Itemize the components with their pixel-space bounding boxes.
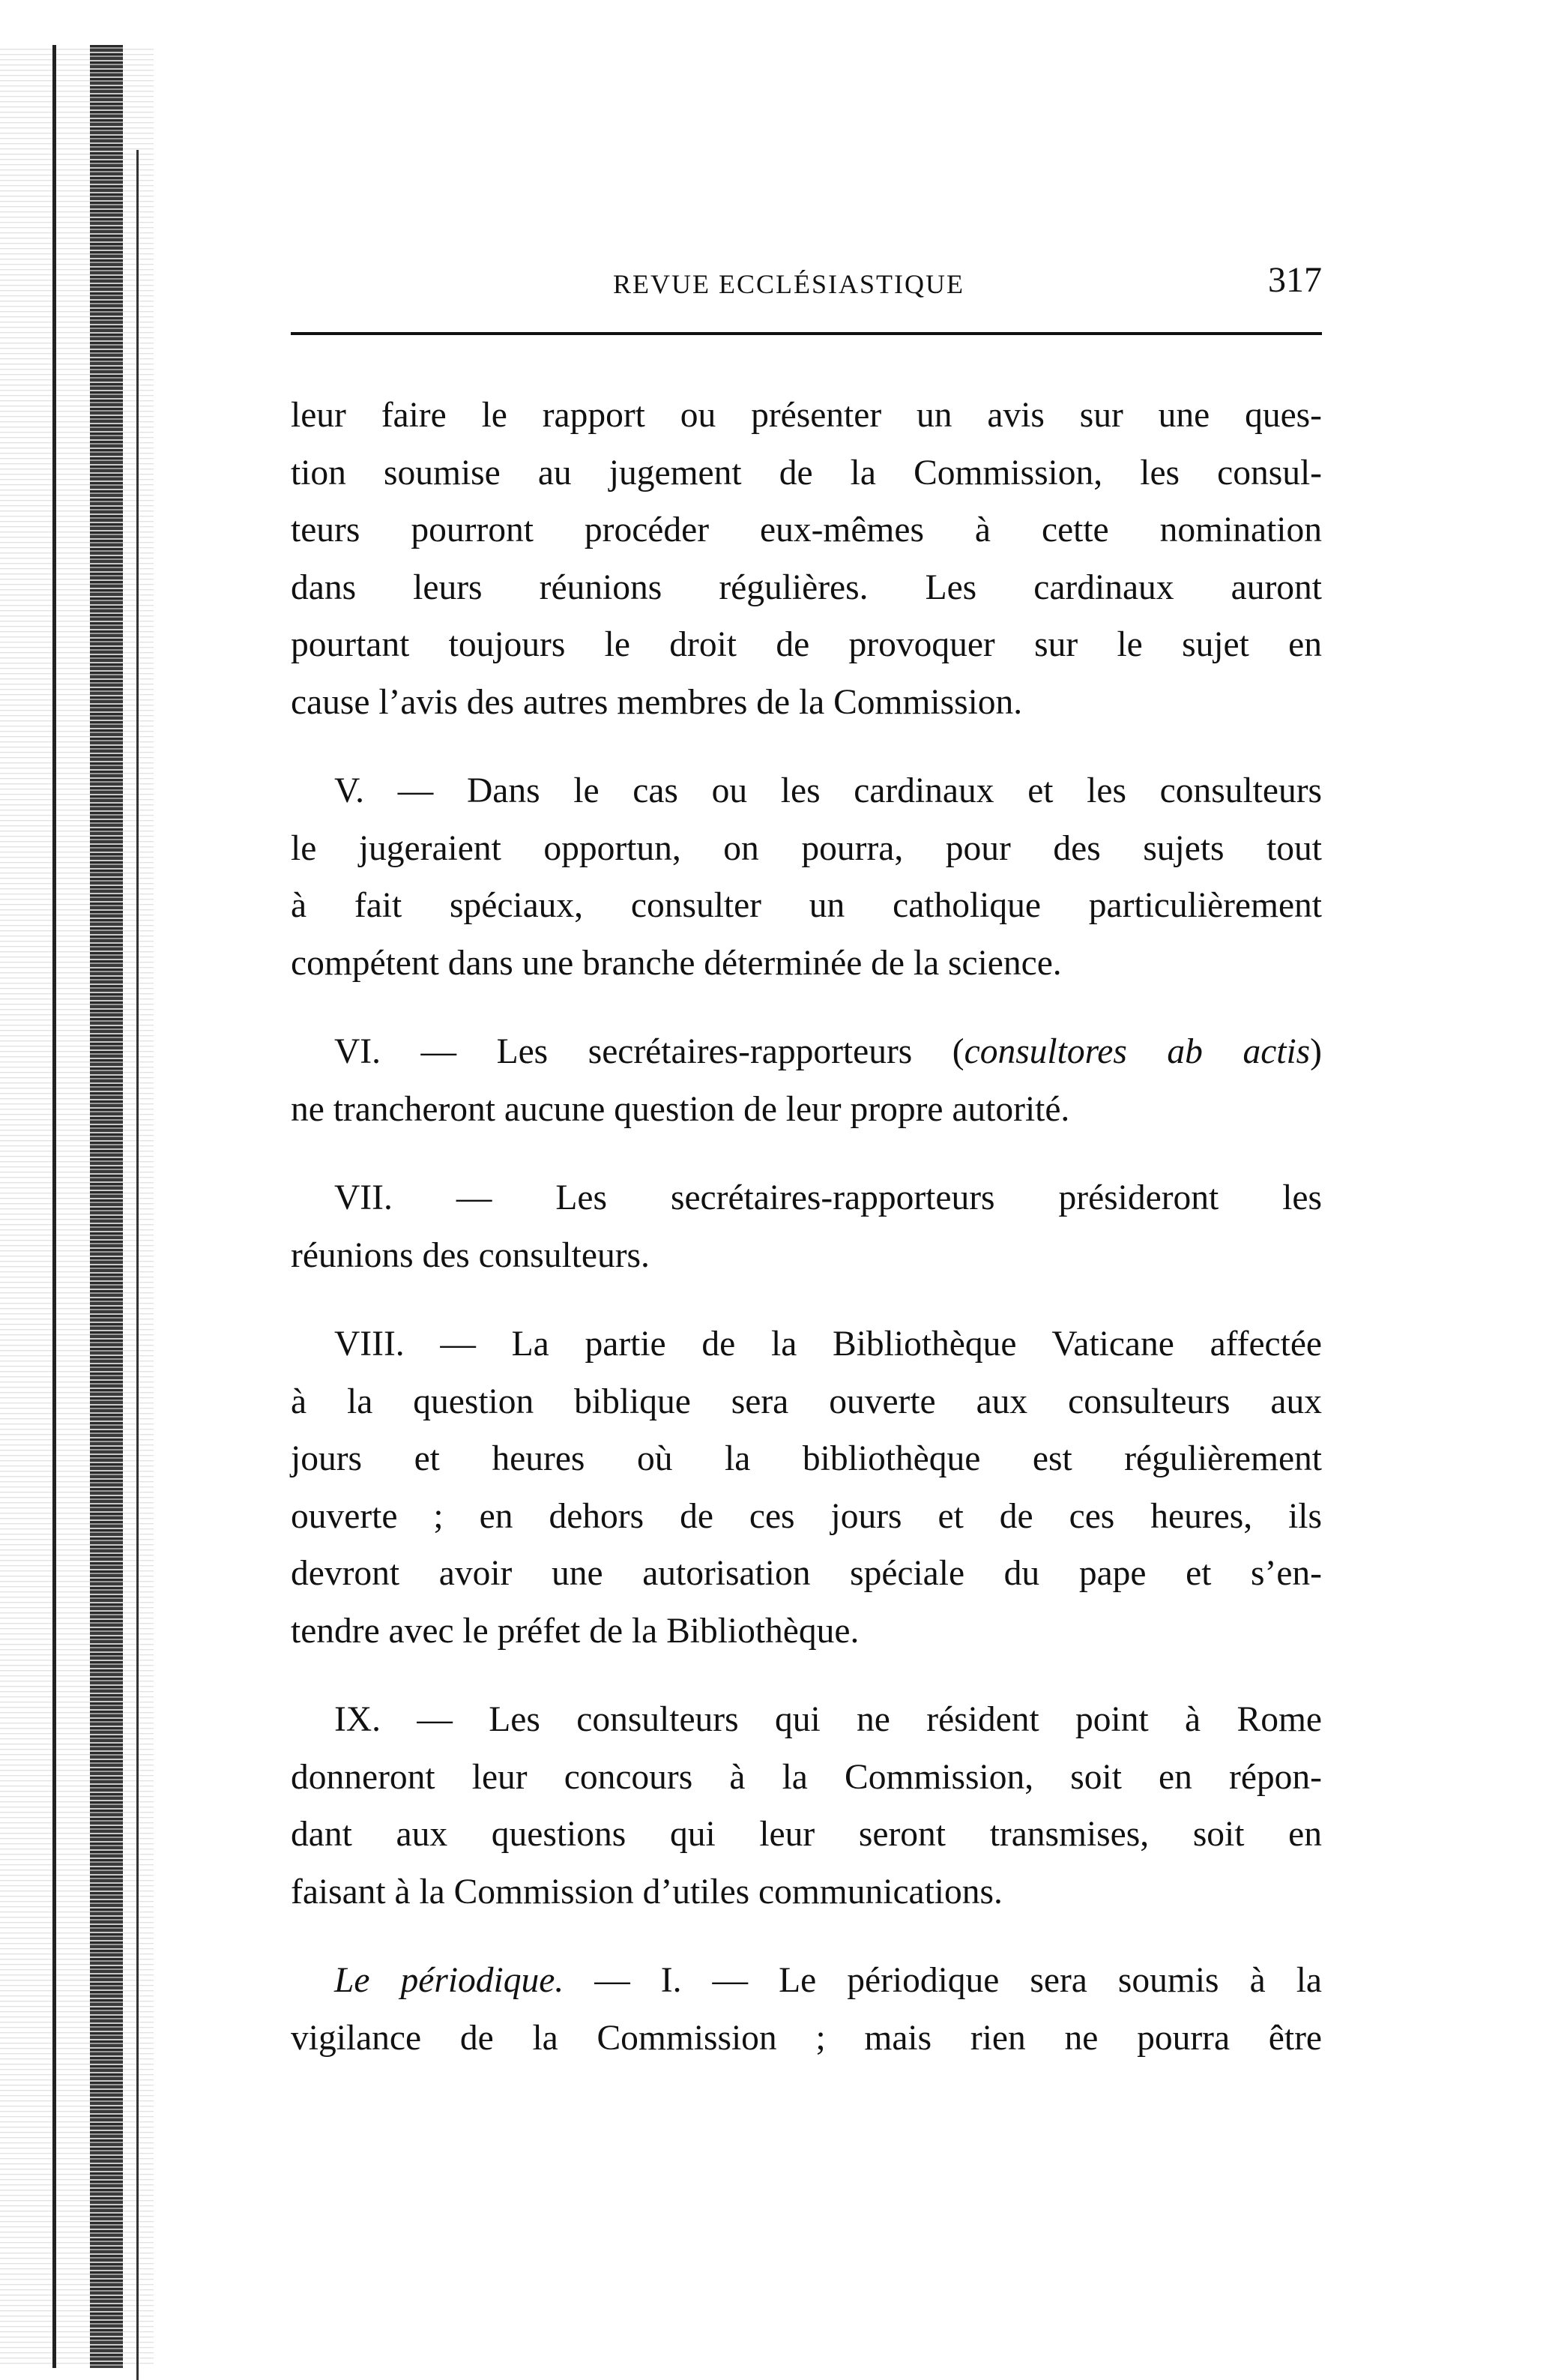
- text-line: pourtant toujours le droit de provoquer sur le sujet en: [291, 625, 1322, 664]
- paragraph-article-ix: [291, 1691, 1322, 1920]
- text-line: V. — Dans le cas ou les cardinaux et les consulteurs: [334, 771, 1322, 810]
- text-line: leur faire le rapport ou présenter un avis sur une ques-: [291, 396, 1322, 435]
- text-line: tendre avec le préfet de la Bibliothèque.: [291, 1611, 860, 1651]
- text-line: teurs pourront procéder eux-mêmes à cette nomination: [291, 510, 1322, 549]
- text-line: IX. — Les consulteurs qui ne résident point à Rome: [334, 1700, 1322, 1739]
- page-number: 317: [1268, 260, 1322, 300]
- text-run: ): [1310, 1032, 1322, 1071]
- text-line: donneront leur concours à la Commission, soit en répon-: [291, 1757, 1322, 1797]
- binding-line: [52, 45, 56, 2368]
- text-line: le jugeraient opportun, on pourra, pour des sujets tout: [291, 828, 1322, 868]
- text-line: compétent dans une branche déterminée de la science.: [291, 943, 1062, 983]
- paragraph-article-vi: [291, 1023, 1322, 1138]
- paragraph-article-viii: [291, 1316, 1322, 1660]
- text-line: réunions des consulteurs.: [291, 1235, 650, 1275]
- page-body: [291, 387, 1322, 2067]
- text-line: dant aux questions qui leur seront transmises, soit en: [291, 1815, 1322, 1854]
- paragraph-le-periodique: [291, 1952, 1322, 2067]
- text-run: VI. — Les secrétaires-rapporteurs (: [334, 1032, 964, 1071]
- italic-phrase: consultores ab actis: [964, 1032, 1311, 1071]
- page-header: [291, 255, 1322, 315]
- text-line: devront avoir une autorisation spéciale du pape et s’en-: [291, 1554, 1322, 1593]
- text-line: jours et heures où la bibliothèque est régulièrement: [291, 1439, 1322, 1478]
- text-line: VII. — Les secrétaires-rapporteurs présideront les: [334, 1178, 1322, 1217]
- text-line: faisant à la Commission d’utiles communications.: [291, 1872, 1003, 1911]
- text-run: — I. — Le périodique sera soumis à la: [564, 1961, 1322, 2000]
- text-line: ne trancheront aucune question de leur propre autorité.: [291, 1089, 1070, 1129]
- paragraph-article-vii: [291, 1169, 1322, 1284]
- binding-line: [136, 150, 139, 2380]
- text-line: cause l’avis des autres membres de la Commission.: [291, 682, 1023, 722]
- text-line: VIII. — La partie de la Bibliothèque Vaticane affectée: [334, 1325, 1322, 1364]
- header-rule: [291, 332, 1322, 335]
- running-head: REVUE ECCLÉSIASTIQUE: [613, 269, 964, 299]
- scan-binding-edge: [0, 45, 154, 2368]
- text-line: ouverte ; en dehors de ces jours et de ces heures, ils: [291, 1496, 1322, 1536]
- text-line: tion soumise au jugement de la Commission, les consul-: [291, 453, 1322, 492]
- text-line: à la question biblique sera ouverte aux consulteurs aux: [291, 1382, 1322, 1421]
- text-line: vigilance de la Commission ; mais rien ne pourra être: [291, 2018, 1322, 2058]
- text-line: à fait spéciaux, consulter un catholique particulièrement: [291, 886, 1322, 925]
- paragraph-article-v: [291, 762, 1322, 992]
- text-line: dans leurs réunions régulières. Les cardinaux auront: [291, 567, 1322, 607]
- text-line: [291, 1023, 1322, 1081]
- text-line: [291, 1952, 1322, 2010]
- section-heading: Le périodique.: [334, 1961, 564, 2000]
- binding-texture: [90, 45, 123, 2368]
- paragraph-continuation: [291, 387, 1322, 731]
